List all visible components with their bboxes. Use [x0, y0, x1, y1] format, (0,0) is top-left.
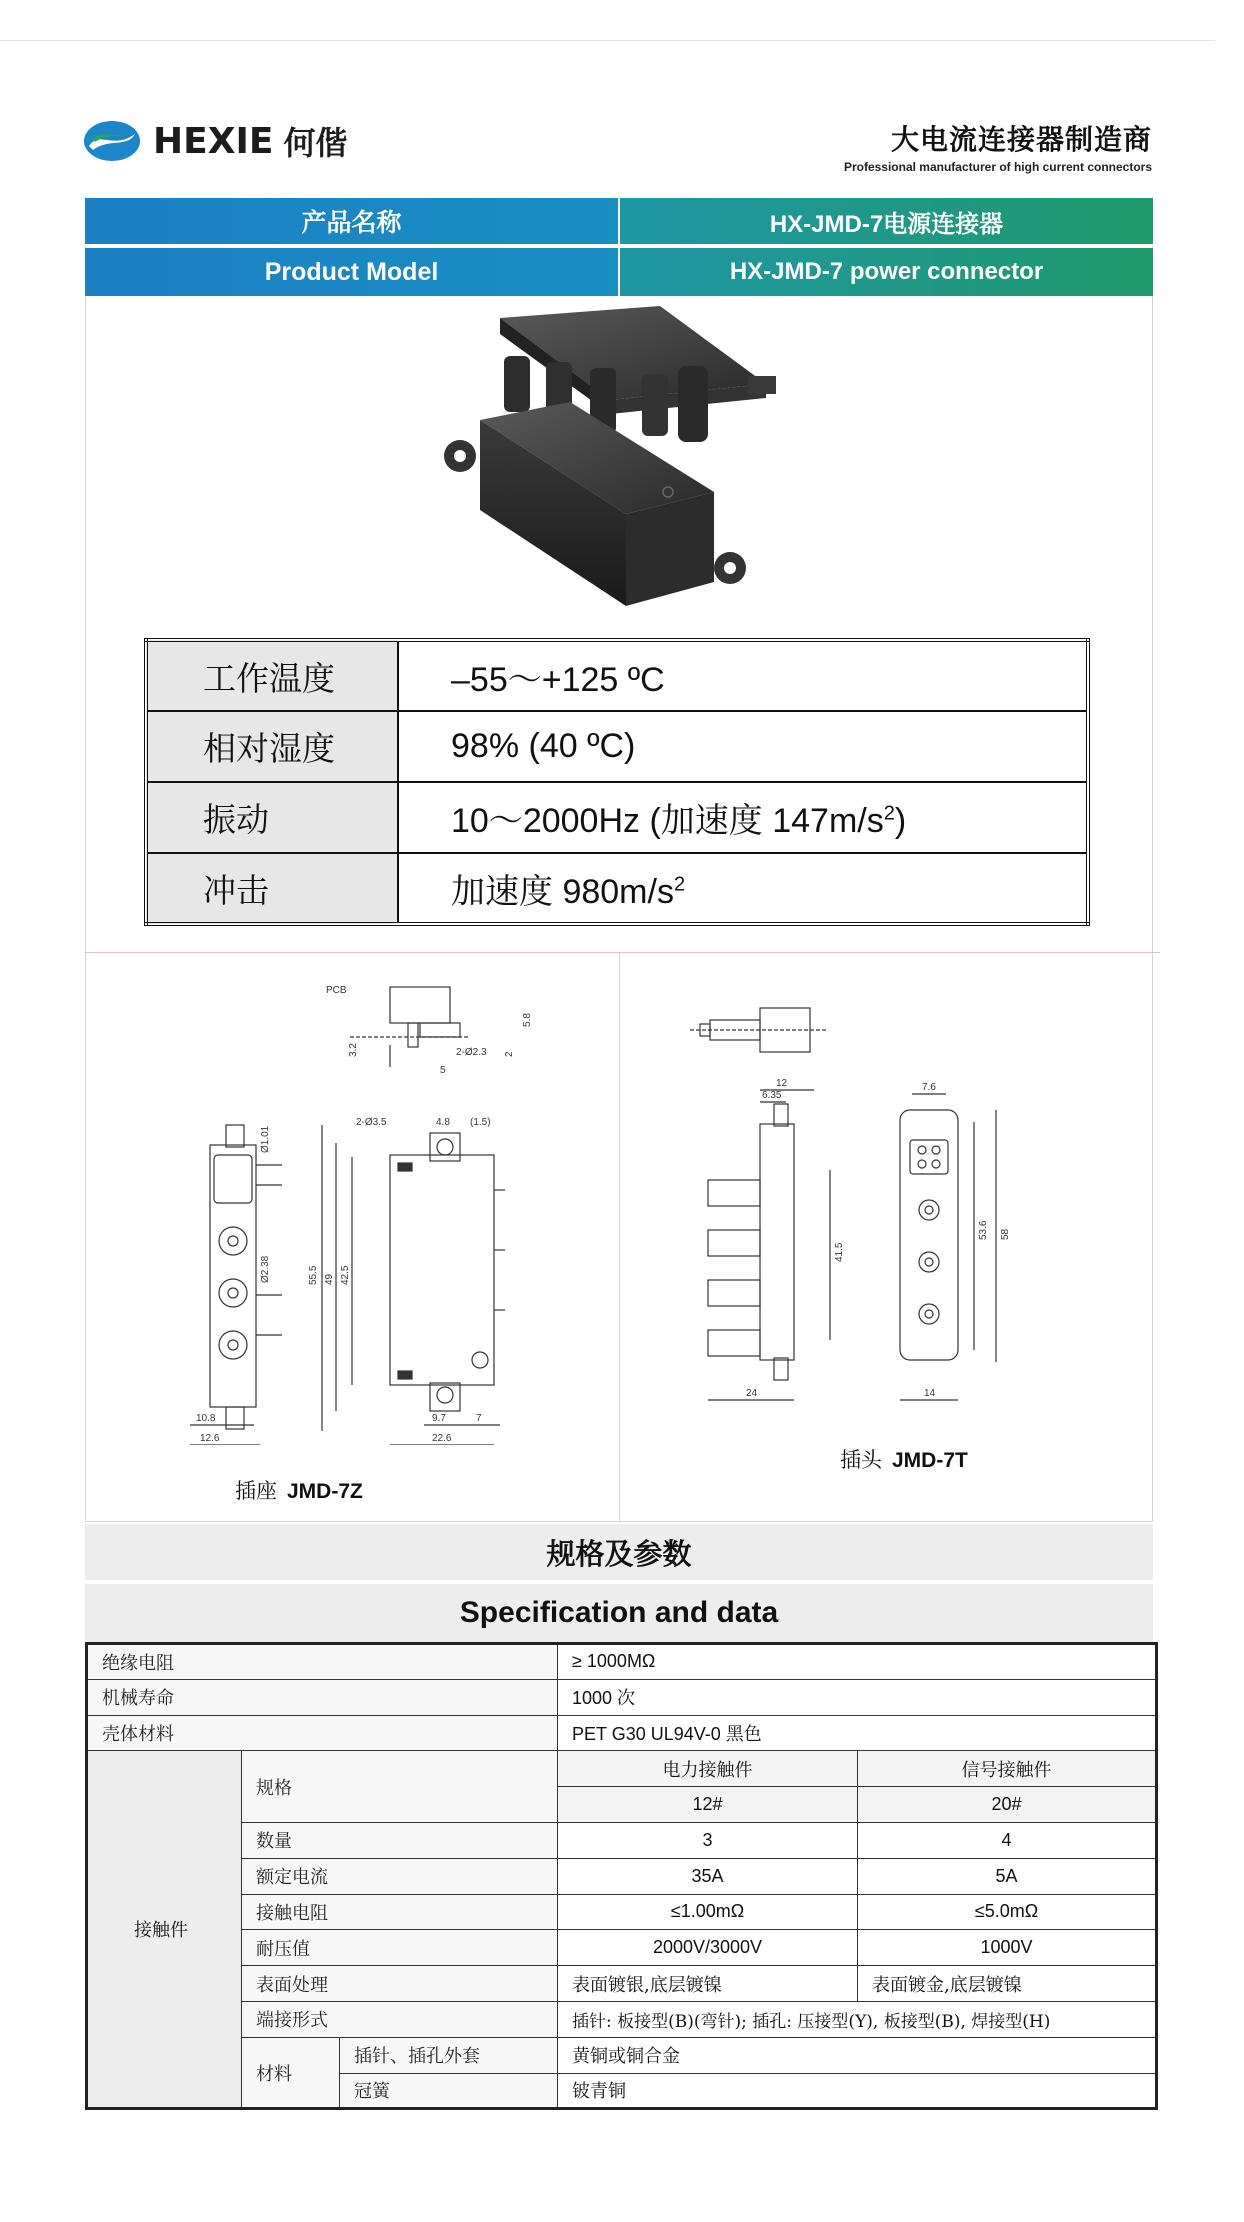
spec-sublabel: 冠簧 — [340, 2073, 558, 2109]
drawing-divider — [619, 952, 620, 1522]
spec-sublabel: 插针、插孔外套 — [340, 2037, 558, 2073]
spec-value: PET G30 UL94V-0 黑色 — [558, 1715, 1157, 1751]
spec-label: 端接形式 — [242, 2001, 558, 2037]
dim-label: Ø2.38 — [260, 1255, 271, 1283]
socket-drawing — [150, 975, 570, 1445]
table-row — [87, 1751, 1157, 1787]
spec-signal: 20# — [858, 1787, 1157, 1823]
spec-label: 材料 — [242, 2037, 340, 2109]
dim-label: 53.6 — [978, 1220, 989, 1240]
spec-power: 3 — [558, 1822, 858, 1858]
dim-label: 12.6 — [200, 1433, 220, 1444]
env-value: 98% (40 ºC) — [398, 711, 1088, 782]
table-row — [87, 1894, 1157, 1930]
tagline-cn: 大电流连接器制造商 — [890, 123, 1152, 156]
env-key: 相对湿度 — [146, 711, 398, 782]
spec-title-en: Specification and data — [85, 1584, 1153, 1642]
table-row — [87, 1644, 1157, 1680]
model-row-en — [85, 248, 1153, 296]
model-row-cn — [85, 198, 1153, 246]
plug-caption: 插头 JMD-7T — [840, 1448, 968, 1472]
dim-label: 6.35 — [762, 1090, 782, 1101]
table-row — [87, 1822, 1157, 1858]
brand-name-cn: 何偕 — [283, 124, 348, 162]
socket-caption: 插座 JMD-7Z — [235, 1479, 363, 1503]
dim-label: 22.6 — [432, 1433, 452, 1444]
spec-value: 1000 次 — [558, 1679, 1157, 1715]
model-label-cn: 产品名称 — [85, 198, 620, 244]
dim-label: (1.5) — [470, 1117, 491, 1128]
brand-logo — [83, 118, 347, 164]
dim-label: 5.8 — [522, 1013, 533, 1027]
dim-label: 41.5 — [834, 1242, 845, 1262]
model-label-en: Product Model — [85, 248, 620, 296]
contact-group-label: 接触件 — [87, 1751, 242, 2109]
spec-signal: 表面镀金,底层镀镍 — [858, 1966, 1157, 2002]
spec-power: 35A — [558, 1858, 858, 1894]
section-divider — [85, 952, 1160, 953]
dim-label: PCB — [326, 985, 347, 996]
table-row — [87, 1858, 1157, 1894]
spec-label: 耐压值 — [242, 1930, 558, 1966]
dim-label: 7.6 — [922, 1082, 936, 1093]
dim-label: 14 — [924, 1388, 936, 1399]
env-row — [146, 711, 1088, 782]
environment-table — [144, 638, 1090, 926]
plug-drawing — [690, 990, 1060, 1420]
dim-label: 5 — [440, 1065, 446, 1076]
table-row — [87, 1715, 1157, 1751]
env-value: 10～2000Hz (加速度 $147m/s^2$) — [398, 782, 1088, 853]
dim-label: 9.7 — [432, 1413, 446, 1424]
dim-label: 3.2 — [348, 1043, 359, 1057]
spec-power: 2000V/3000V — [558, 1930, 858, 1966]
spec-label: 数量 — [242, 1822, 558, 1858]
table-row — [87, 2001, 1157, 2037]
col-header-power: 电力接触件 — [558, 1751, 858, 1787]
table-row — [87, 2037, 1157, 2073]
spec-value: ≥ 1000MΩ — [558, 1644, 1157, 1680]
spec-power: 表面镀银,底层镀镍 — [558, 1966, 858, 2002]
table-row — [87, 1966, 1157, 2002]
spec-signal: 4 — [858, 1822, 1157, 1858]
env-value: –55～+125 ºC — [398, 640, 1088, 711]
dim-label: 55.5 — [308, 1265, 319, 1285]
spec-table — [85, 1642, 1158, 2110]
env-key: 冲击 — [146, 853, 398, 924]
spec-signal: 5A — [858, 1858, 1157, 1894]
spec-title-cn: 规格及参数 — [85, 1524, 1153, 1582]
model-value-en: HX-JMD-7 power connector — [620, 248, 1153, 296]
model-value-cn: HX-JMD-7电源连接器 — [620, 198, 1153, 244]
env-value: 加速度 $980m/s^2$ — [398, 853, 1088, 924]
dim-label: 2-Ø2.3 — [456, 1047, 487, 1058]
top-rule — [0, 40, 1215, 41]
table-row — [87, 1679, 1157, 1715]
dim-label: 2 — [504, 1051, 515, 1057]
dim-label: 2-Ø3.5 — [356, 1117, 387, 1128]
spec-value: 铍青铜 — [558, 2073, 1157, 2109]
spec-power: ≤1.00mΩ — [558, 1894, 858, 1930]
dim-label: 49 — [324, 1273, 335, 1285]
dim-label: Ø1.01 — [260, 1125, 271, 1153]
dim-label: 24 — [746, 1388, 758, 1399]
dim-label: 4.8 — [436, 1117, 450, 1128]
spec-label: 接触电阻 — [242, 1894, 558, 1930]
dim-label: 58 — [1000, 1228, 1011, 1240]
dim-label: 7 — [476, 1413, 482, 1424]
dim-label: 10.8 — [196, 1413, 216, 1424]
spec-signal: ≤5.0mΩ — [858, 1894, 1157, 1930]
brand-name: HEXIE — [153, 120, 274, 162]
spec-value: 插针: 板接型(B)(弯针); 插孔: 压接型(Y), 板接型(B), 焊接型(H) — [558, 2001, 1157, 2037]
table-row — [87, 1930, 1157, 1966]
spec-power: 12# — [558, 1787, 858, 1823]
connector-photo — [430, 296, 810, 626]
spec-label: 绝缘电阻 — [87, 1644, 558, 1680]
hexie-logo-icon — [83, 120, 141, 162]
dim-label: 12 — [776, 1078, 788, 1089]
env-key: 工作温度 — [146, 640, 398, 711]
spec-value: 黄铜或铜合金 — [558, 2037, 1157, 2073]
env-row — [146, 782, 1088, 853]
env-row — [146, 640, 1088, 711]
spec-label: 壳体材料 — [87, 1715, 558, 1751]
spec-label: 机械寿命 — [87, 1679, 558, 1715]
env-row — [146, 853, 1088, 924]
env-key: 振动 — [146, 782, 398, 853]
spec-label: 表面处理 — [242, 1966, 558, 2002]
spec-label: 额定电流 — [242, 1858, 558, 1894]
spec-label: 规格 — [242, 1751, 558, 1823]
col-header-signal: 信号接触件 — [858, 1751, 1157, 1787]
tagline-en: Professional manufacturer of high current connectors — [843, 160, 1152, 174]
tagline — [844, 118, 1152, 174]
dim-label: 42.5 — [340, 1265, 351, 1285]
spec-signal: 1000V — [858, 1930, 1157, 1966]
